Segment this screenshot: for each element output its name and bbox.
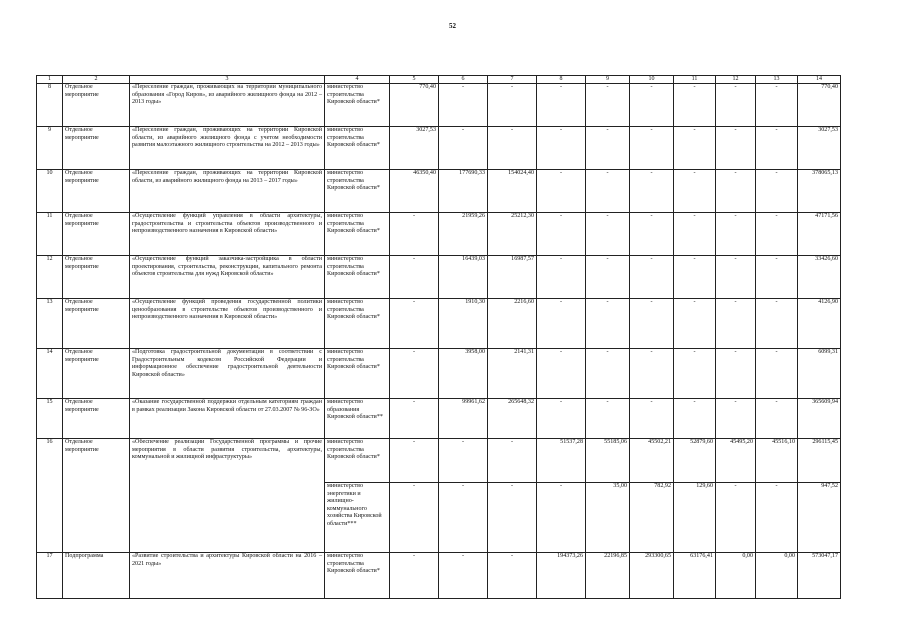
amount-cell: 947,52: [798, 483, 841, 553]
amount-cell: 45516,10: [756, 439, 798, 483]
table-row: [37, 439, 841, 483]
column-number: 4: [325, 76, 390, 84]
measure-name: «Осуществление функций управления в области архитектуры, градостроительства и строительства объектов производственного и непроизводственного назначения в Кировской области»: [130, 213, 325, 256]
responsible-executor: министерство строительства Кировской области*: [325, 256, 390, 299]
measure-name: «Обеспечение реализации Государственной программы и прочие мероприятия в области развития строительства, архитектуры, коммунальной и жилищной инфраструктуры»: [130, 439, 325, 553]
table-row: [37, 553, 841, 599]
measure-type: Отдельное мероприятие: [63, 256, 130, 299]
table-row: [37, 127, 841, 170]
amount-cell: -: [439, 84, 488, 127]
column-number: 1: [37, 76, 63, 84]
table-row: [37, 213, 841, 256]
amount-cell: -: [439, 439, 488, 483]
amount-cell: 2141,31: [488, 349, 537, 399]
amount-cell: 3958,00: [439, 349, 488, 399]
amount-cell: -: [630, 170, 674, 213]
amount-cell: -: [630, 299, 674, 349]
measure-type: Отдельное мероприятие: [63, 84, 130, 127]
column-number: 2: [63, 76, 130, 84]
amount-cell: -: [390, 439, 439, 483]
amount-cell: 35,00: [586, 483, 630, 553]
measure-name: «Развитие строительства и архитектуры Кировской области на 2016 – 2021 годы»: [130, 553, 325, 599]
amount-cell: -: [756, 483, 798, 553]
amount-cell: -: [630, 256, 674, 299]
amount-cell: 3027,53: [390, 127, 439, 170]
amount-cell: -: [630, 213, 674, 256]
responsible-executor: министерство строительства Кировской области*: [325, 84, 390, 127]
amount-cell: -: [537, 256, 586, 299]
measure-name: «Переселение граждан, проживающих на территории Кировской области, из аварийного жилищного фонда на 2013 – 2017 годы»: [130, 170, 325, 213]
amount-cell: 46350,40: [390, 170, 439, 213]
amount-cell: 25212,30: [488, 213, 537, 256]
amount-cell: -: [390, 213, 439, 256]
table-row: [37, 256, 841, 299]
amount-cell: 4126,90: [798, 299, 841, 349]
row-number: 12: [37, 256, 63, 299]
amount-cell: 1910,30: [439, 299, 488, 349]
amount-cell: -: [390, 399, 439, 439]
amount-cell: -: [390, 349, 439, 399]
amount-cell: -: [488, 439, 537, 483]
amount-cell: -: [390, 256, 439, 299]
amount-cell: -: [716, 170, 756, 213]
amount-cell: -: [439, 483, 488, 553]
amount-cell: -: [586, 349, 630, 399]
amount-cell: -: [630, 399, 674, 439]
amount-cell: 3027,53: [798, 127, 841, 170]
amount-cell: -: [716, 349, 756, 399]
amount-cell: -: [674, 256, 716, 299]
responsible-executor: министерство строительства Кировской области*: [325, 170, 390, 213]
amount-cell: 573047,17: [798, 553, 841, 599]
amount-cell: 154024,40: [488, 170, 537, 213]
amount-cell: 129,60: [674, 483, 716, 553]
row-number: 15: [37, 399, 63, 439]
amount-cell: -: [488, 127, 537, 170]
measure-name: «Подготовка градостроительной документации в соответствии с Градостроительным кодексом Российской Федерации и информационное обеспечение градостроительной деятельности Кировской области»: [130, 349, 325, 399]
amount-cell: -: [674, 213, 716, 256]
amount-cell: -: [586, 299, 630, 349]
amount-cell: 365609,94: [798, 399, 841, 439]
table-row: [37, 84, 841, 127]
amount-cell: -: [537, 299, 586, 349]
measure-type: Отдельное мероприятие: [63, 439, 130, 553]
responsible-executor: министерство строительства Кировской области*: [325, 213, 390, 256]
amount-cell: -: [716, 256, 756, 299]
amount-cell: 782,92: [630, 483, 674, 553]
page-number: 52: [449, 22, 456, 30]
measure-type: Подпрограмма: [63, 553, 130, 599]
row-number: 14: [37, 349, 63, 399]
amount-cell: -: [716, 299, 756, 349]
row-number: 13: [37, 299, 63, 349]
amount-cell: -: [488, 84, 537, 127]
row-number: 11: [37, 213, 63, 256]
amount-cell: -: [756, 127, 798, 170]
amount-cell: 22196,85: [586, 553, 630, 599]
amount-cell: 770,40: [798, 84, 841, 127]
amount-cell: -: [674, 84, 716, 127]
amount-cell: 2216,60: [488, 299, 537, 349]
amount-cell: -: [674, 399, 716, 439]
amount-cell: -: [390, 299, 439, 349]
amount-cell: 0,00: [716, 553, 756, 599]
amount-cell: 265648,32: [488, 399, 537, 439]
responsible-executor: министерство энергетики и жилищно-коммунального хозяйства Кировской области***: [325, 483, 390, 553]
amount-cell: -: [674, 170, 716, 213]
responsible-executor: министерство строительства Кировской области*: [325, 299, 390, 349]
amount-cell: 47171,56: [798, 213, 841, 256]
amount-cell: -: [630, 349, 674, 399]
column-number: 14: [798, 76, 841, 84]
column-number: 11: [674, 76, 716, 84]
amount-cell: -: [586, 84, 630, 127]
amount-cell: 293300,65: [630, 553, 674, 599]
measure-name: «Оказание государственной поддержки отдельным категориям граждан в рамках реализации Закона Кировской области от 27.03.2007 № 96-ЗО»: [130, 399, 325, 439]
column-number: 13: [756, 76, 798, 84]
amount-cell: -: [537, 213, 586, 256]
measure-type: Отдельное мероприятие: [63, 399, 130, 439]
measure-name: «Осуществление функций заказчика-застройщика в области проектирования, строительства, реконструкции, капитального ремонта объектов строительства для нужд Кировской области»: [130, 256, 325, 299]
column-number: 7: [488, 76, 537, 84]
column-number: 5: [390, 76, 439, 84]
amount-cell: 21959,26: [439, 213, 488, 256]
amount-cell: -: [674, 349, 716, 399]
measure-name: «Переселение граждан, проживающих на территории Кировской области, из аварийного жилищного фонда с учетом необходимости развития малоэтажного жилищного строительства на 2012 – 2013 годы»: [130, 127, 325, 170]
amount-cell: 194373,26: [537, 553, 586, 599]
amount-cell: -: [488, 553, 537, 599]
amount-cell: -: [586, 256, 630, 299]
amount-cell: -: [716, 399, 756, 439]
responsible-executor: министерство строительства Кировской области*: [325, 349, 390, 399]
column-number: 6: [439, 76, 488, 84]
amount-cell: -: [586, 213, 630, 256]
amount-cell: -: [756, 399, 798, 439]
amount-cell: -: [630, 127, 674, 170]
amount-cell: -: [586, 127, 630, 170]
amount-cell: -: [439, 127, 488, 170]
table-row: [37, 299, 841, 349]
amount-cell: -: [586, 399, 630, 439]
amount-cell: -: [716, 483, 756, 553]
column-number: 10: [630, 76, 674, 84]
responsible-executor: министерство строительства Кировской области*: [325, 127, 390, 170]
amount-cell: -: [537, 84, 586, 127]
amount-cell: 51537,28: [537, 439, 586, 483]
table-row: [37, 170, 841, 213]
amount-cell: -: [756, 84, 798, 127]
amount-cell: 0,00: [756, 553, 798, 599]
amount-cell: -: [674, 127, 716, 170]
amount-cell: 45502,21: [630, 439, 674, 483]
measure-type: Отдельное мероприятие: [63, 299, 130, 349]
measure-type: Отдельное мероприятие: [63, 127, 130, 170]
row-number: 10: [37, 170, 63, 213]
amount-cell: -: [674, 299, 716, 349]
amount-cell: -: [716, 84, 756, 127]
amount-cell: -: [756, 256, 798, 299]
row-number: 16: [37, 439, 63, 553]
amount-cell: -: [390, 483, 439, 553]
responsible-executor: министерство строительства Кировской области*: [325, 439, 390, 483]
responsible-executor: министерство строительства Кировской области*: [325, 553, 390, 599]
amount-cell: -: [537, 483, 586, 553]
amount-cell: -: [756, 213, 798, 256]
amount-cell: -: [488, 483, 537, 553]
amount-cell: -: [439, 553, 488, 599]
amount-cell: -: [537, 349, 586, 399]
responsible-executor: министерство образования Кировской области**: [325, 399, 390, 439]
amount-cell: -: [756, 299, 798, 349]
row-number: 8: [37, 84, 63, 127]
amount-cell: 99961,62: [439, 399, 488, 439]
amount-cell: 177690,33: [439, 170, 488, 213]
measure-name: «Переселение граждан, проживающих на территории муниципального образования «Город Киров», из аварийного жилищного фонда на 2012 – 2013 годы»: [130, 84, 325, 127]
amount-cell: 770,40: [390, 84, 439, 127]
amount-cell: -: [390, 553, 439, 599]
column-number: 3: [130, 76, 325, 84]
amount-cell: -: [537, 127, 586, 170]
table-row: [37, 399, 841, 439]
amount-cell: 45495,20: [716, 439, 756, 483]
budget-table: [36, 75, 841, 599]
amount-cell: 55185,06: [586, 439, 630, 483]
amount-cell: -: [716, 127, 756, 170]
row-number: 17: [37, 553, 63, 599]
amount-cell: 296115,45: [798, 439, 841, 483]
column-number: 9: [586, 76, 630, 84]
amount-cell: 63176,41: [674, 553, 716, 599]
row-number: 9: [37, 127, 63, 170]
column-number: 12: [716, 76, 756, 84]
amount-cell: -: [716, 213, 756, 256]
column-number-row: [37, 76, 841, 84]
amount-cell: -: [756, 170, 798, 213]
table-row: [37, 349, 841, 399]
amount-cell: 52879,60: [674, 439, 716, 483]
measure-type: Отдельное мероприятие: [63, 170, 130, 213]
amount-cell: -: [756, 349, 798, 399]
column-number: 8: [537, 76, 586, 84]
amount-cell: 378065,13: [798, 170, 841, 213]
amount-cell: -: [537, 170, 586, 213]
measure-type: Отдельное мероприятие: [63, 349, 130, 399]
amount-cell: 16987,57: [488, 256, 537, 299]
amount-cell: 16439,03: [439, 256, 488, 299]
amount-cell: -: [630, 84, 674, 127]
amount-cell: 33426,60: [798, 256, 841, 299]
amount-cell: -: [586, 170, 630, 213]
amount-cell: 6099,31: [798, 349, 841, 399]
amount-cell: -: [537, 399, 586, 439]
measure-name: «Осуществление функций проведения государственной политики ценообразования в строительстве объектов производственного и непроизводственного назначения в Кировской области»: [130, 299, 325, 349]
measure-type: Отдельное мероприятие: [63, 213, 130, 256]
